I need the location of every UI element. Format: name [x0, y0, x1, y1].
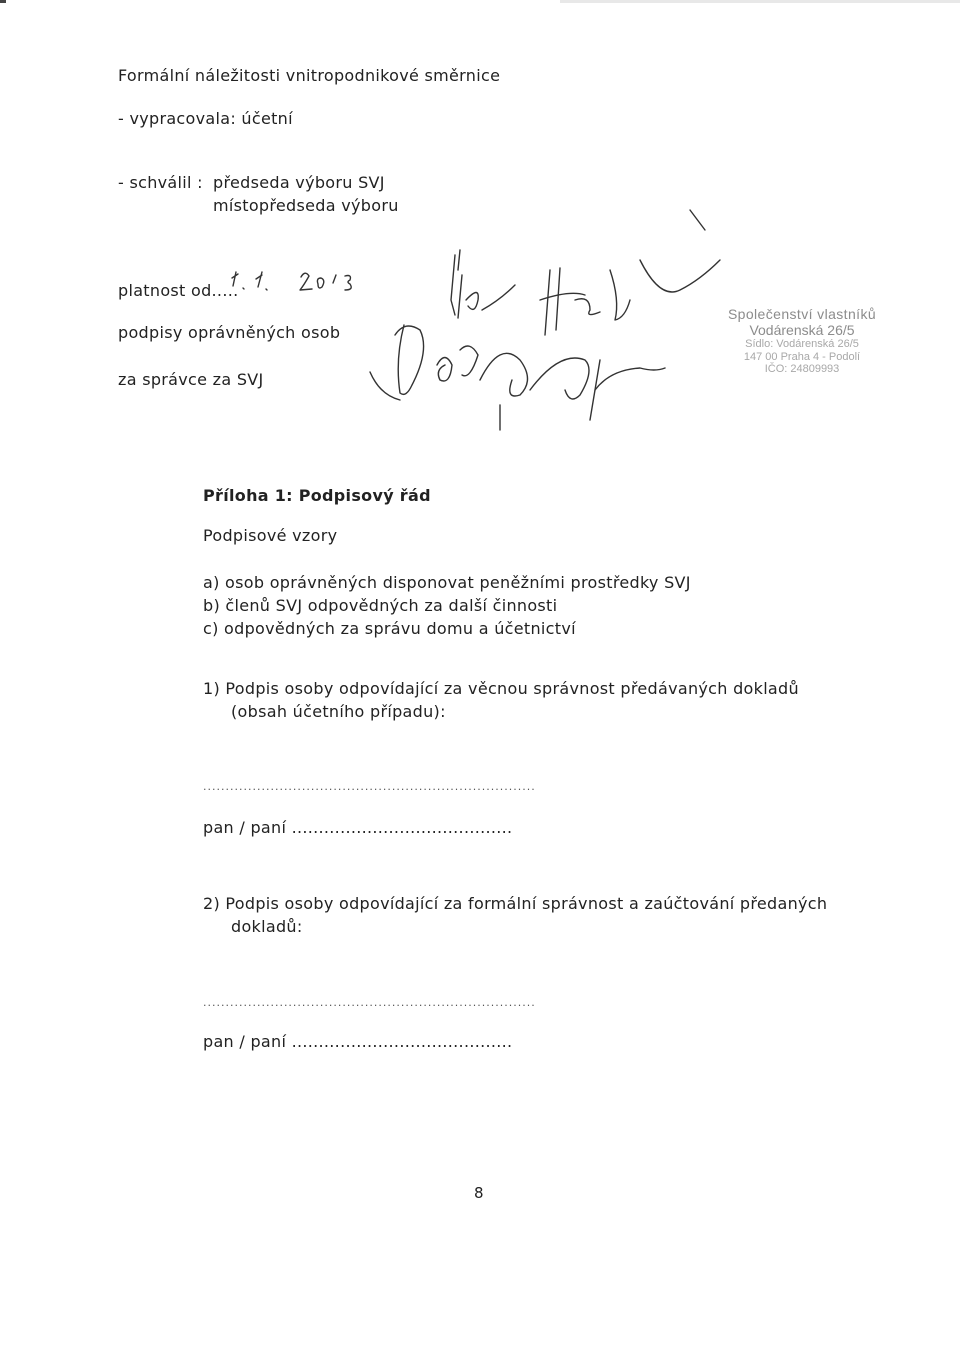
signature-line-2: ..........................................................................	[203, 996, 536, 1009]
point-2-text: 2) Podpis osoby odpovídající za formální správnost a zaúčtování předaných	[203, 894, 828, 913]
prepared-by: - vypracovala: účetní	[118, 109, 293, 128]
name-line-2: pan / paní .........................................	[203, 1032, 513, 1051]
stamp-ico: IČO: 24809993	[764, 363, 840, 376]
stamp-seat: Sídlo: Vodárenská 26/5	[745, 338, 859, 351]
administrator-line: za správce za SVJ	[118, 370, 264, 389]
approved-by-vice-chair: místopředseda výboru	[213, 196, 399, 215]
approved-by-label: - schválil :	[118, 173, 203, 192]
approved-by-chair: předseda výboru SVJ	[213, 173, 385, 192]
item-c: c) odpovědných za správu domu a účetnictví	[203, 619, 576, 638]
stamp-street: Vodárenská 26/5	[749, 322, 855, 339]
header-title: Formální náležitosti vnitropodnikové směrnice	[118, 66, 501, 85]
name-line-1: pan / paní .........................................	[203, 818, 513, 837]
authorized-signatures: podpisy oprávněných osob	[118, 323, 341, 342]
handwritten-signatures	[0, 0, 960, 460]
signature-line-1: ..........................................................................	[203, 780, 536, 793]
valid-from: platnost od.....	[118, 281, 239, 300]
annex-title: Příloha 1: Podpisový řád	[203, 486, 431, 505]
stamp-name: Společenství vlastníků	[727, 306, 877, 322]
point-1-subtext: (obsah účetního případu):	[231, 702, 446, 721]
item-b: b) členů SVJ odpovědných za další činnosti	[203, 596, 558, 615]
association-stamp	[712, 306, 892, 376]
page-number: 8	[474, 1184, 484, 1202]
point-1-text: 1) Podpis osoby odpovídající za věcnou správnost předávaných dokladů	[203, 679, 799, 698]
annex-subtitle: Podpisové vzory	[203, 526, 338, 545]
stamp-city: 147 00 Praha 4 - Podolí	[743, 350, 861, 363]
item-a: a) osob oprávněných disponovat peněžními prostředky SVJ	[203, 573, 691, 592]
point-2-subtext: dokladů:	[231, 917, 303, 936]
